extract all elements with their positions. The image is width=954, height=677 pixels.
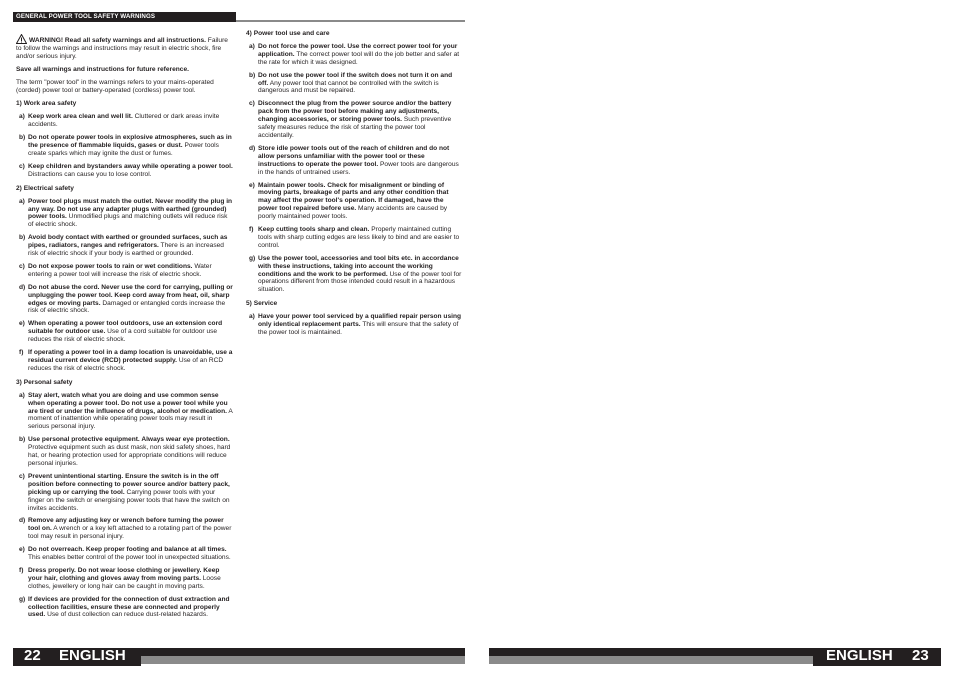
item-label: a) xyxy=(249,313,255,321)
item-label: a) xyxy=(19,113,25,121)
item-explanation: Use of a cord suitable for outdoor use reduces the risk of electric shock. xyxy=(28,328,218,344)
item-instruction: Do not overreach. Keep proper footing and balance at all times. xyxy=(28,546,227,554)
item-instruction: Disconnect the plug from the power source and/or the battery pack from the power tool before making any adjustments, changing accessories, or storing power tools. xyxy=(258,100,452,124)
list-item xyxy=(16,349,233,373)
item-label: g) xyxy=(249,254,256,262)
section-heading: 2) Electrical safety xyxy=(16,184,74,192)
footer-grey-left xyxy=(141,656,465,664)
list-item xyxy=(16,567,233,591)
list-item xyxy=(16,134,233,158)
item-instruction: Do not expose power tools to rain or wet conditions. xyxy=(28,262,193,270)
item-label: c) xyxy=(249,100,255,108)
item-explanation: A wrench or a key left attached to a rotating part of the power tool may result in personal injury. xyxy=(28,525,232,541)
item-label: b) xyxy=(249,71,256,79)
item-instruction: Avoid body contact with earthed or grounded surfaces, such as pipes, radiators, ranges and refrigerators. xyxy=(28,234,228,250)
tool-use-list xyxy=(246,43,462,294)
item-label: d) xyxy=(19,283,26,291)
item-label: e) xyxy=(19,546,25,554)
item-explanation: A moment of inattention while operating power tools may result in serious personal injury. xyxy=(28,407,233,431)
item-label: d) xyxy=(249,144,256,152)
item-explanation: The correct power tool will do the job better and safer at the rate for which it was designed. xyxy=(258,50,460,66)
item-explanation: Power tools are dangerous in the hands of untrained users. xyxy=(258,160,459,176)
footer-grey-right xyxy=(489,656,813,664)
item-instruction: Stay alert, watch what you are doing and use common sense when operating a power tool. Do not use a power tool while you are tired or under the influence of drugs, alcohol or medication. xyxy=(28,391,228,415)
item-explanation: This will ensure that the safety of the power tool is maintained. xyxy=(258,321,459,336)
section-heading: 4) Power tool use and care xyxy=(246,30,330,37)
list-item xyxy=(16,596,233,620)
right-column xyxy=(246,30,462,342)
list-item xyxy=(16,198,233,230)
item-explanation: There is an increased risk of electric shock if your body is earthed or grounded. xyxy=(28,242,224,258)
item-instruction: Keep work area clean and well lit. xyxy=(28,113,133,121)
item-explanation: Use of an RCD reduces the risk of electric shock. xyxy=(28,357,224,372)
item-instruction: Keep cutting tools sharp and clean. xyxy=(258,226,370,234)
list-item xyxy=(246,43,462,67)
item-explanation: Carrying power tools with your finger on the switch or energising power tools that have the switch on invites accidents. xyxy=(28,488,230,512)
item-explanation: Many accidents are caused by poorly maintained power tools. xyxy=(258,205,448,221)
item-label: f) xyxy=(19,566,24,574)
list-item xyxy=(16,113,233,129)
item-explanation: Distractions can cause you to lose control. xyxy=(28,170,152,178)
list-item xyxy=(16,234,233,258)
item-instruction: When operating a power tool outdoors, use an extension cord suitable for outdoor use. xyxy=(28,320,223,336)
list-item xyxy=(246,226,462,250)
item-instruction: Power tool plugs must match the outlet. Never modify the plug in any way. Do not use any adapter plugs with earthed (grounded) power tools. xyxy=(28,197,233,221)
list-item xyxy=(16,473,233,513)
list-item xyxy=(16,163,233,179)
language-label-right: ENGLISH xyxy=(826,647,893,664)
item-label: e) xyxy=(249,181,255,189)
header-rule xyxy=(236,20,465,22)
item-instruction: Do not force the power tool. Use the correct power tool for your application. xyxy=(258,42,458,58)
warning-triangle-icon xyxy=(16,34,27,44)
list-item xyxy=(16,263,233,279)
item-instruction: Do not use the power tool if the switch does not turn it on and off. xyxy=(258,71,453,87)
item-label: d) xyxy=(19,517,26,525)
item-explanation: This enables better control of the power tool in unexpected situations. xyxy=(28,554,231,562)
section-heading: 3) Personal safety xyxy=(16,378,73,386)
left-column xyxy=(16,34,233,624)
electrical-list xyxy=(16,198,233,373)
item-explanation: Use of the power tool for operations different from those intended could result in a hazardous situation. xyxy=(258,270,462,294)
item-instruction: Use personal protective equipment. Always wear eye protection. xyxy=(28,436,230,444)
warning-paragraph xyxy=(16,34,233,61)
item-explanation: Use of dust collection can reduce dust-related hazards. xyxy=(45,611,208,619)
item-explanation: Loose clothes, jewellery or long hair can be caught in moving parts. xyxy=(28,574,221,590)
page-title: GENERAL POWER TOOL SAFETY WARNINGS xyxy=(16,13,156,20)
item-label: c) xyxy=(19,162,25,170)
item-instruction: Maintain power tools. Check for misalignment or binding of moving parts, breakage of parts and any other condition that may affect the power tool's operation. If damaged, have the power tool repaired before use. xyxy=(258,181,449,213)
term-definition: The term "power tool" in the warnings refers to your mains-operated (corded) power tool or battery-operated (cordless) power tool. xyxy=(16,78,214,94)
item-explanation: Cluttered or dark areas invite accidents. xyxy=(28,113,220,129)
work-area-list xyxy=(16,113,233,178)
item-explanation: Such preventive safety measures reduce the risk of starting the power tool accidentally. xyxy=(258,116,452,139)
item-instruction: Store idle power tools out of the reach of children and do not allow persons unfamiliar with the power tool or these instructions to operate the power tool. xyxy=(258,144,450,168)
item-instruction: Dress properly. Do not wear loose clothing or jewellery. Keep your hair, clothing and gloves away from moving parts. xyxy=(28,566,220,582)
page-number-left: 22 xyxy=(24,647,41,664)
language-label-left: ENGLISH xyxy=(59,647,126,664)
item-label: g) xyxy=(19,595,26,603)
save-instructions: Save all warnings and instructions for future reference. xyxy=(16,65,189,73)
item-explanation: Damaged or entangled cords increase the risk of electric shock. xyxy=(28,299,226,315)
list-item xyxy=(16,436,233,468)
page-number-right: 23 xyxy=(912,647,929,664)
item-explanation: Water entering a power tool will increase the risk of electric shock. xyxy=(28,262,212,278)
section-heading: 1) Work area safety xyxy=(16,100,77,108)
item-instruction: Use the power tool, accessories and tool bits etc. in accordance with these instructions, taking into account the working conditions and the work to be performed. xyxy=(258,254,459,278)
item-instruction: Prevent unintentional starting. Ensure the switch is in the off position before connecting to power source and/or battery pack, picking up or carrying the tool. xyxy=(28,472,230,496)
item-label: a) xyxy=(249,42,255,50)
list-item xyxy=(246,145,462,177)
item-instruction: Remove any adjusting key or wrench before turning the power tool on. xyxy=(28,517,224,533)
item-instruction: If devices are provided for the connection of dust extraction and collection facilities, ensure these are connected and properly used. xyxy=(28,595,230,619)
item-label: e) xyxy=(19,320,25,328)
item-label: c) xyxy=(19,262,25,270)
warning-text: Failure to follow the warnings and instructions may result in electric shock, fire and/or serious injury. xyxy=(16,37,228,60)
list-item xyxy=(246,255,462,295)
list-item xyxy=(16,546,233,562)
item-instruction: If operating a power tool in a damp location is unavoidable, use a residual current device (RCD) protected supply. xyxy=(28,349,233,364)
list-item xyxy=(16,320,233,344)
personal-list xyxy=(16,392,233,620)
item-label: f) xyxy=(249,226,254,234)
item-label: a) xyxy=(19,391,25,399)
item-explanation: Protective equipment such as dust mask, non skid safety shoes, hard hat, or hearing protection used for appropriate conditions will reduce personal injuries. xyxy=(28,444,231,467)
item-instruction: Do not abuse the cord. Never use the cord for carrying, pulling or unplugging the power tool. Keep cord away from heat, oil, sharp edges or moving parts. xyxy=(28,283,233,307)
list-item xyxy=(246,182,462,222)
section-heading: 5) Service xyxy=(246,300,278,308)
item-explanation: Any power tool that cannot be controlled with the switch is dangerous and must be repaired. xyxy=(258,79,439,95)
list-item xyxy=(16,517,233,541)
item-label: c) xyxy=(19,472,25,480)
item-explanation: Unmodified plugs and matching outlets will reduce risk of electric shock. xyxy=(28,213,228,229)
item-instruction: Keep children and bystanders away while operating a power tool. xyxy=(28,162,233,170)
item-label: f) xyxy=(19,349,24,357)
list-item xyxy=(246,72,462,96)
service-list xyxy=(246,313,462,337)
warning-bold: WARNING! Read all safety warnings and all instructions. xyxy=(29,37,206,44)
item-label: b) xyxy=(19,436,26,444)
item-explanation: Properly maintained cutting tools with sharp cutting edges are less likely to bind and are easier to control. xyxy=(258,226,460,249)
item-instruction: Do not operate power tools in explosive atmospheres, such as in the presence of flammable liquids, gases or dust. xyxy=(28,134,232,150)
item-label: b) xyxy=(19,234,26,242)
item-explanation: Power tools create sparks which may ignite the dust or fumes. xyxy=(28,142,219,157)
item-instruction: Have your power tool serviced by a qualified repair person using only identical replacement parts. xyxy=(258,313,461,329)
list-item xyxy=(16,284,233,316)
list-item xyxy=(246,100,462,140)
item-label: a) xyxy=(19,197,25,205)
list-item xyxy=(246,313,462,337)
item-label: b) xyxy=(19,134,26,142)
list-item xyxy=(16,392,233,432)
